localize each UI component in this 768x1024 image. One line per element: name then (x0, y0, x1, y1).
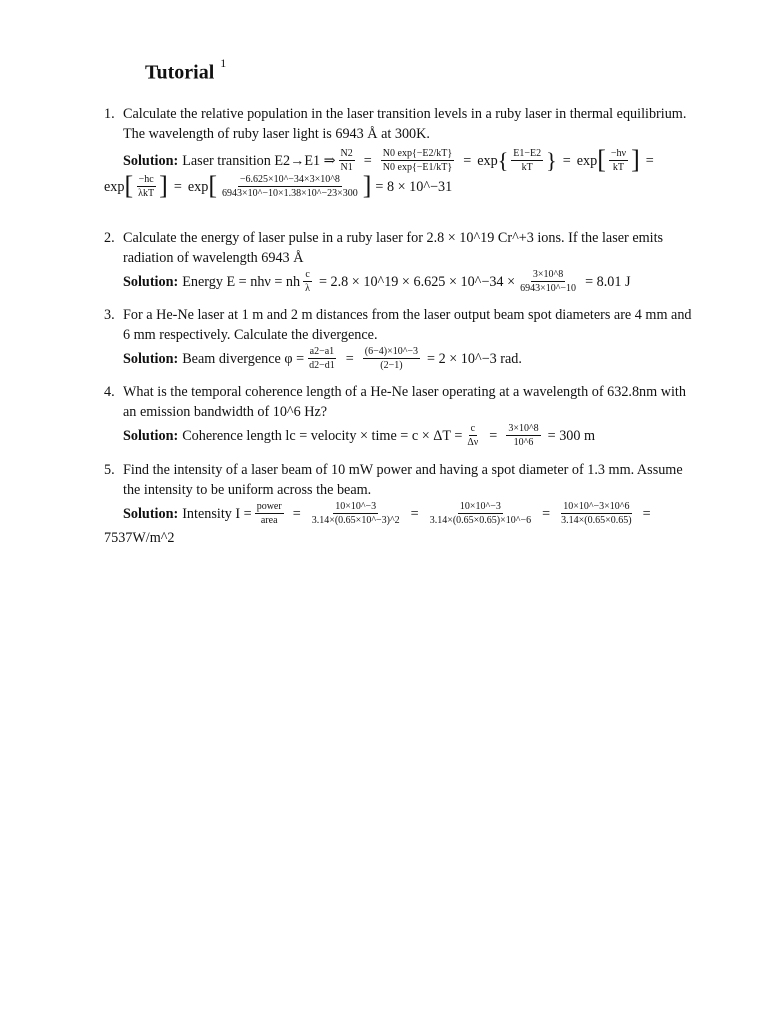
problem-1 (104, 104, 694, 199)
fraction-power-area: $\frac{\text{power}}{\text{area}}$ (256, 501, 282, 526)
solution-line1: Solution: Intensity I = $\frac{\text{power}}{\text{area}}$ = $\frac{10\times 10\^{}-3}{3.14\times(0.65\times 10\^{}-3)\^{}2}$ = $\frac{10\times 10\^{}-3}{3.14\times(0.65\times 0.65)\times 10\^{}-6}$ = $\frac{10\times 10\^{}-3\times 10\^{}6}{3.14\times(0.65\times 0.65)}$ = (123, 501, 651, 526)
problem-text-line1: Calculate the energy of laser pulse in a ruby laser for 2.8 × 10^19 Cr^+3 ions. If the laser emits (123, 230, 664, 246)
problem-text-line2: the intensity to be uniform across the beam. (123, 482, 372, 498)
problem-2 (104, 228, 694, 294)
problem-text-line2: The wavelength of ruby laser light is 6943 Å at 300K. (123, 126, 430, 142)
exp-word: exp (477, 152, 498, 169)
page-title (145, 56, 227, 85)
fraction-step3: $\frac{10\times 10\^{}-3\times 10\^{}6}{3.14\times(0.65\times 0.65)}$ (561, 501, 632, 526)
solution-result: = 300 m (547, 427, 596, 444)
solution-text: Coherence length lc = velocity × time = c × ΔT = (182, 427, 463, 444)
problem-number: 1. (104, 106, 115, 122)
problem-text-line1: Calculate the relative population in the laser transition levels in a ruby laser in thermal equilibrium. (123, 106, 687, 122)
solution-line: Solution: Coherence length lc = velocity × time = c × ΔT = $\frac{c}{\Delta\nu}$ = $\frac{3\times 10\^{}8}{10\^{}6}$ = 300 m (123, 423, 596, 448)
problem-text-line1: For a He-Ne laser at 1 m and 2 m distances from the laser output beam spot diameters are 4 mm and (123, 307, 692, 323)
solution-text: Intensity I = (182, 505, 252, 522)
exp-word: exp (104, 178, 125, 195)
solution-label: Solution: (123, 427, 179, 444)
solution-mid-text: = 2.8 × 10^19 × 6.625 × 10^−34 × (318, 273, 516, 290)
solution-text: Beam divergence φ = (182, 350, 305, 367)
fraction-a-d: $\frac{a2-a1}{d2-d1}$ (309, 346, 335, 371)
fraction-n2-n1: $\frac{N2}{N1}$ (340, 148, 353, 173)
fraction-hc-lkt: $\frac{-hc}{\text{λkT}}$ (138, 174, 155, 199)
problem-number: 2. (104, 230, 115, 246)
solution-result: = 8.01 J (585, 273, 631, 290)
problem-5 (104, 460, 694, 548)
problem-text-line2: 6 mm respectively. Calculate the divergence. (123, 327, 378, 343)
solution-label: Solution: (123, 152, 179, 169)
solution-text: Energy E = nhν = nh (182, 273, 301, 290)
solution-text: Laser transition E2→E1 ⇒ (182, 152, 336, 169)
solution-result: = 2 × 10^−3 rad. (427, 350, 522, 367)
fraction-numeric: $\frac{-6.625\times 10\^{}-34\times 3\times 10\^{}8}{6943\times 10\^{}-10\times 1.38\times 10\^{}-23\times 300}$ (222, 174, 358, 199)
fraction-hv-kt: $\frac{-h\nu}{kT}$ (610, 148, 627, 173)
title-text: Tutorial (145, 61, 215, 84)
solution-line: Solution: Beam divergence φ = $\frac{a2-a1}{d2-d1}$ = $\frac{(6-4)\times 10\^{}-3}{(2-1)}$ = 2 × 10^−3 rad. (123, 346, 522, 371)
problem-text-line2: an emission bandwidth of 10^6 Hz? (123, 404, 328, 420)
fraction-boltzmann: $\frac{N0 \exp\{-E2/kT\}}{N0 \exp\{-E1/kT\}}$ (382, 148, 453, 173)
problem-3 (104, 305, 694, 371)
problem-number: 5. (104, 462, 115, 478)
solution-line (123, 269, 694, 294)
fraction-numeric: $\frac{(6-4)\times 10\^{}-3}{(2-1)}$ (364, 346, 419, 371)
problem-number: 3. (104, 307, 115, 323)
exp-word: exp (187, 178, 209, 195)
problem-number: 4. (104, 384, 115, 400)
solution-label: Solution: (123, 505, 179, 522)
solution-result: 7537W/m^2 (104, 530, 175, 546)
problem-text-line2: radiation of wavelength 6943 Å (123, 250, 304, 266)
solution-label: Solution: (123, 350, 179, 367)
solution-line1: Solution: Laser transition E2→E1 ⇒ $\frac{N2}{N1}$ = $\frac{N0 \exp\{-E2/kT\}}{N0 \exp\{-E1/kT\}}$ = exp { $\frac{E1-E2}{kT}$ } = exp [ $\frac{-h\nu}{kT}$ ] = (123, 144, 654, 174)
fraction-energy-diff: $\frac{E1-E2}{kT}$ (513, 148, 542, 173)
fraction-c-dv: $\frac{c}{\Delta\nu}$ (467, 423, 479, 448)
exp-word: exp (576, 152, 598, 169)
fraction-numeric: $\frac{3\times 10\^{}8}{6943\times 10\^{}-10}$ (520, 269, 577, 294)
fraction-numeric: $\frac{3\times 10\^{}8}{10\^{}6}$ (508, 423, 539, 448)
solution-line2: exp [ $\frac{-hc}{\text{λkT}}$ ] = exp [ $\frac{-6.625\times 10\^{}-34\times 3\times 10\^{}8}{6943\times 10\^{}-10\times 1.38\times 10\^{}-23\times 300}$ ] = 8 × 10^−31 (104, 170, 453, 200)
fraction-step2: $\frac{10\times 10\^{}-3}{3.14\times(0.65\times 0.65)\times 10\^{}-6}$ (429, 501, 532, 526)
solution-label: Solution: (123, 273, 179, 290)
fraction-step1: $\frac{10\times 10\^{}-3}{3.14\times(0.65\times 10\^{}-3)\^{}2}$ (311, 501, 400, 526)
problem-text-line1: Find the intensity of a laser beam of 10 mW power and having a spot diameter of 1.3 mm. Assume (123, 462, 683, 478)
fraction-c-lambda: $\frac{c}{\lambda}$ (305, 269, 310, 294)
solution-result: = 8 × 10^−31 (375, 178, 453, 195)
problem-text-line1: What is the temporal coherence length of a He-Ne laser operating at a wavelength of 632.8nm with (123, 384, 686, 400)
problem-4 (104, 382, 694, 448)
title-number: 1 (220, 56, 227, 70)
